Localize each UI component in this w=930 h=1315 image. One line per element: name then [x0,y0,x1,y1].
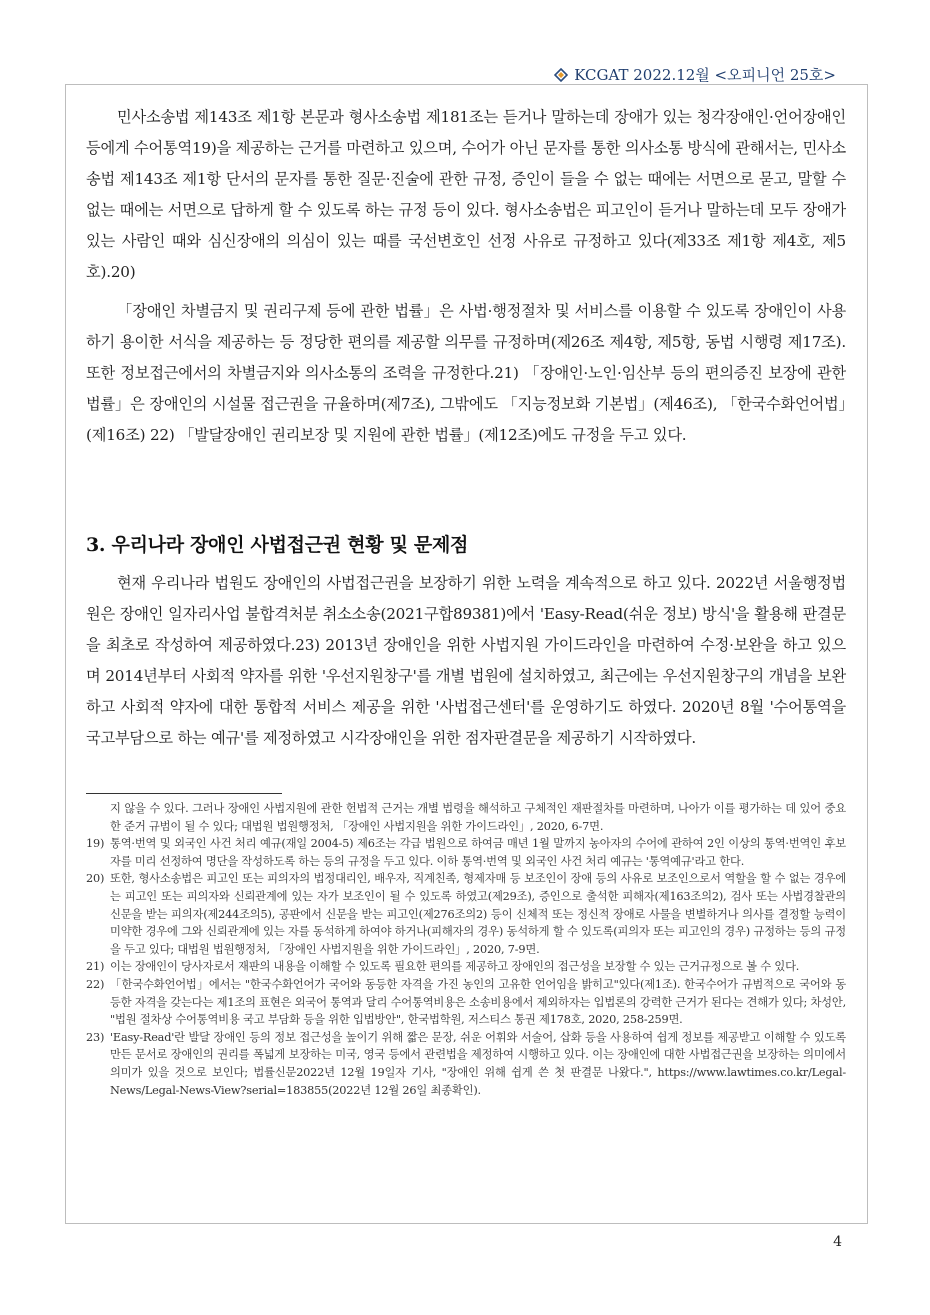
footnote-continued [86,800,846,835]
footnote-text: 또한, 형사소송법은 피고인 또는 피의자의 법정대리인, 배우자, 직계친족, 형제자매 등 보조인이 장애 등의 사유로 보조인으로서 역할을 할 수 없는 경우에는 피고인 또는 피의자와 신뢰관계에 있는 자가 보조인이 될 수 있도록 하였고(제29조), 증인으로 출석한 피해자(제163조의2), 검사 또는 사법경찰관의 신문을 받는 피의자(제244조의5), 공판에서 신문을 받는 피고인(제276조의2) 등이 신체적 또는 정신적 장애로 사물을 변별하거나 의사를 결정할 능력이 미약한 경우에 그와 신뢰관계에 있는 자를 동석하게 하여야 하거나(피해자의 경우) 동석하게 할 수 있도록(피의자 또는 피고인의 경우) 규정하는 등의 규정을 두고 있다; 대법원 법원행정처, 「장애인 사법지원을 위한 가이드라인」, 2020, 7-9면. [110,872,846,956]
page-number: 4 [833,1234,842,1250]
footnote-22 [86,976,846,1029]
running-header [554,64,836,85]
footnote-text: 'Easy-Read'란 발달 장애인 등의 정보 접근성을 높이기 위해 짧은 문장, 쉬운 어휘와 서술어, 삽화 등을 사용하여 쉽게 정보를 제공받고 이해할 수 있도록 만든 문서로 장애인의 권리를 폭넓게 보장하는 미국, 영국 등에서 관련법을 제정하여 시행하고 있다. 이는 장애인에 대한 사법접근권을 보장하는 의미에서 의미가 있을 것으로 보인다; 법률신문2022년 12월 19일자 기사, "장애인 위해 쉽게 쓴 첫 판결문 나왔다.", https://www.lawtimes.co.kr/Legal-News/Legal-News-View?serial=183855(2022년 12월 26일 최종확인). [110,1030,846,1097]
footnote-number: 23) [86,1030,105,1044]
kcgat-logo-icon [554,68,568,82]
footnote-23 [86,1029,846,1099]
footnote-20 [86,870,846,958]
section-heading: 3. 우리나라 장애인 사법접근권 현황 및 문제점 [86,534,469,556]
footnotes [86,800,846,1099]
footnote-text: 지 않을 수 있다. 그러나 장애인 사법지원에 관한 헌법적 근거는 개별 법령을 해석하고 구체적인 재판절차를 마련하며, 나아가 이를 평가하는 데 있어 중요한 준거 규범이 될 수 있다; 대법원 법원행정처, 「장애인 사법지원을 위한 가이드라인」, 2020, 6-7면. [110,802,846,833]
body-paragraph-2: 「장애인 차별금지 및 권리구제 등에 관한 법률」은 사법·행정절차 및 서비스를 이용할 수 있도록 장애인이 사용하기 용이한 서식을 제공하는 등 정당한 편의를 제공할 의무를 규정하며(제26조 제4항, 제5항, 동법 시행령 제17조). 또한 정보접근에서의 차별금지와 의사소통의 조력을 규정한다.21) 「장애인·노인·임산부 등의 편의증진 보장에 관한 법률」은 장애인의 시설물 접근권을 규율하며(제7조), 그밖에도 「지능정보화 기본법」(제46조), 「한국수화언어법」(제16조) 22) 「발달장애인 권리보장 및 지원에 관한 법률」(제12조)에도 규정을 두고 있다. [86,302,846,444]
footnote-number: 22) [86,977,105,991]
footnote-19 [86,835,846,870]
footnote-number: 19) [86,837,105,851]
header-text: KCGAT 2022.12월 <오피니언 25호> [574,66,836,84]
footnote-number: 20) [86,872,105,886]
footnote-divider [86,793,282,794]
footnote-text: 이는 장애인이 당사자로서 재판의 내용을 이해할 수 있도록 필요한 편의를 제공하고 장애인의 접근성을 보장할 수 있는 근거규정으로 볼 수 있다. [110,960,800,974]
footnote-text: 통역·번역 및 외국인 사건 처리 예규(재일 2004-5) 제6조는 각급 법원으로 하여금 매년 1월 말까지 농아자의 수어에 관하여 2인 이상의 통역·번역인 후보자를 미리 선정하여 명단을 작성하도록 하는 등의 규정을 두고 있다. 이하 통역·번역 및 외국인 사건 처리 예규는 '통역예규'라고 한다. [110,837,846,868]
footnote-text: 「한국수화언어법」에서는 "한국수화언어가 국어와 동등한 자격을 가진 농인의 고유한 언어임을 밝히고"있다(제1조). 한국수어가 규범적으로 국어와 동등한 자격을 갖는다는 제1조의 표현은 외국어 통역과 달리 수어통역비용은 소송비용에서 제외하자는 입법론의 강력한 근거가 된다는 견해가 있다; 차성안, "법원 절차상 수어통역비용 국고 부담화 등을 위한 입법방안", 한국법학원, 저스티스 통권 제178호, 2020, 258-259면. [110,977,846,1027]
body-paragraph-3: 현재 우리나라 법원도 장애인의 사법접근권을 보장하기 위한 노력을 계속적으로 하고 있다. 2022년 서울행정법원은 장애인 일자리사업 불합격처분 취소소송(2021구합89381)에서 'Easy-Read(쉬운 정보) 방식'을 활용해 판결문을 최초로 작성하여 제공하였다.23) 2013년 장애인을 위한 사법지원 가이드라인을 마련하여 수정·보완을 하고 있으며 2014년부터 사회적 약자를 위한 '우선지원창구'를 개별 법원에 설치하였고, 최근에는 우선지원창구의 개념을 보완하고 사회적 약자에 대한 통합적 서비스 제공을 위한 '사법접근센터'를 운영하기도 하였다. 2020년 8월 '수어통역을 국고부담으로 하는 예규'를 제정하였고 시각장애인을 위한 점자판결문을 제공하기 시작하였다. [86,574,846,747]
footnote-number: 21) [86,960,105,974]
footnote-21 [86,958,846,976]
body-paragraph-1: 민사소송법 제143조 제1항 본문과 형사소송법 제181조는 듣거나 말하는데 장애가 있는 청각장애인·언어장애인 등에게 수어통역19)을 제공하는 근거를 마련하고 있으며, 수어가 아닌 문자를 통한 의사소통 방식에 관해서는, 민사소송법 제143조 제1항 단서의 문자를 통한 질문·진술에 관한 규정, 증인이 들을 수 없는 때에는 서면으로 묻고, 말할 수 없는 때에는 서면으로 답하게 할 수 있도록 하는 규정 등이 있다. 형사소송법은 피고인이 듣거나 말하는데 모두 장애가 있는 사람인 때와 심신장애의 의심이 있는 때를 국선변호인 선정 사유로 규정하고 있다(제33조 제1항 제4호, 제5호).20) [86,108,846,281]
